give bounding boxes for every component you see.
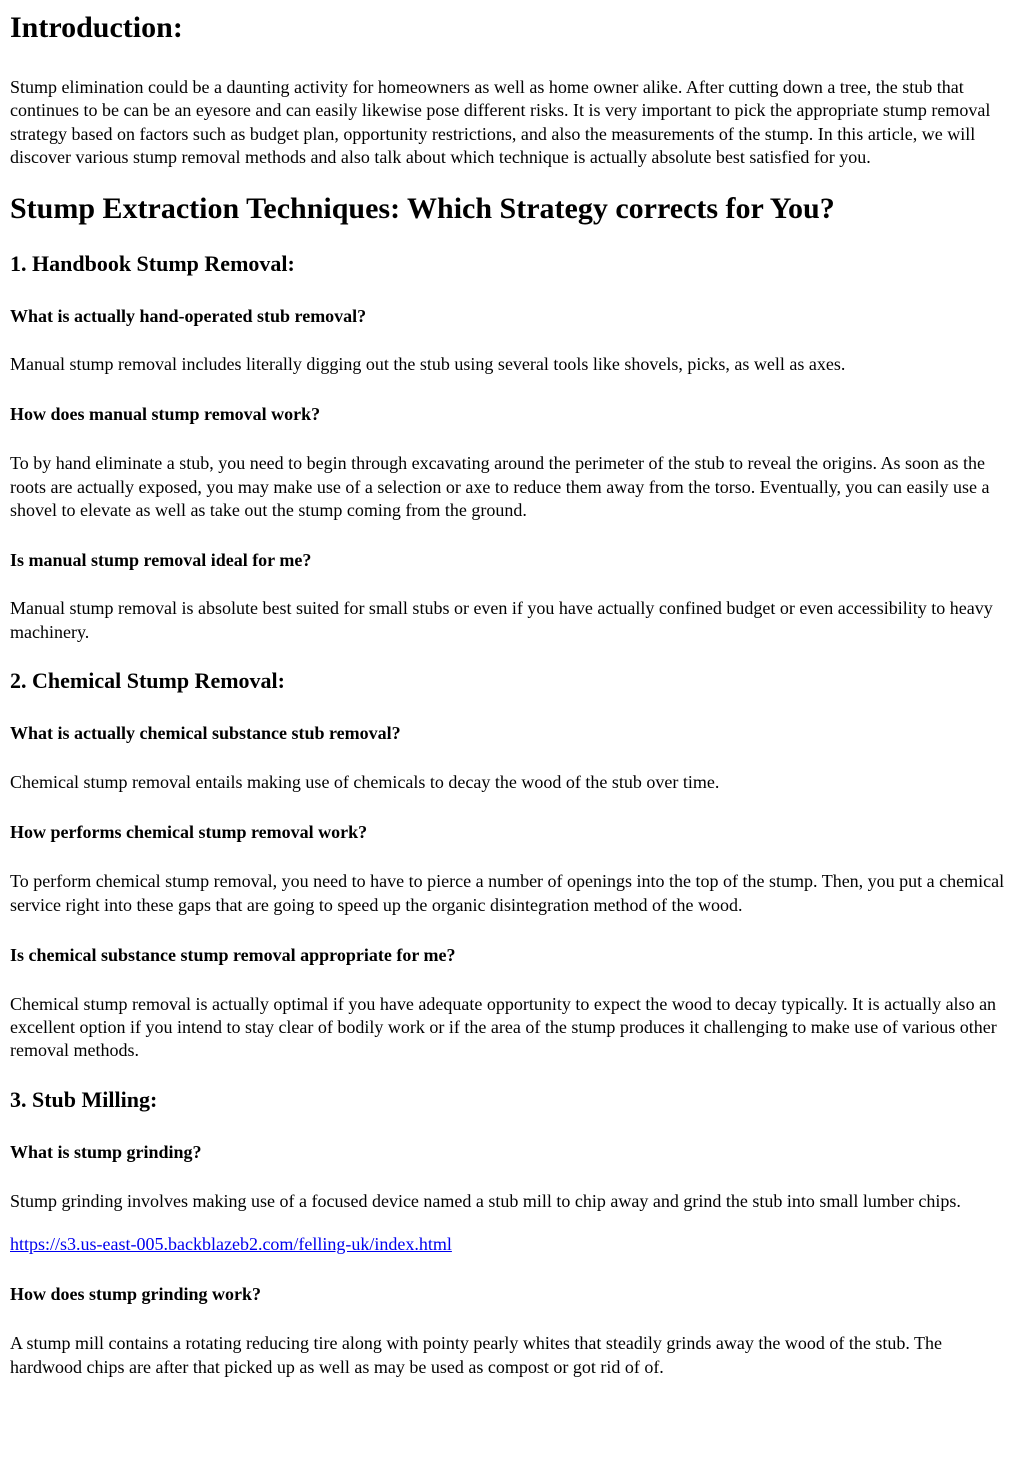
section-2-question-2: How performs chemical stump removal work? <box>10 822 368 843</box>
section-3-question-1: What is stump grinding? <box>10 1141 202 1162</box>
section-1-answer-3: Manual stump removal is absolute best suited for small stubs or even if you have actually confined budget or even accessibility to heavy machinery. <box>10 598 993 642</box>
document-page <box>0 10 1024 1379</box>
section-2-heading: 2. Chemical Stump Removal: <box>10 667 285 693</box>
section-2-question-3: Is chemical substance stump removal appropriate for me? <box>10 944 456 965</box>
section-3-answer-1: Stump grinding involves making use of a focused device named a stub mill to chip away and grind the stub into small lumber chips. <box>10 1190 961 1211</box>
section-1-question-3: Is manual stump removal ideal for me? <box>10 550 312 571</box>
section-2-question-1: What is actually chemical substance stub removal? <box>10 722 401 743</box>
section-3-link-paragraph <box>10 1233 1014 1256</box>
section-2-answer-2: To perform chemical stump removal, you need to have to pierce a number of openings into the top of the stump. Then, you put a chemical service right into these gaps that are going to speed up the organic disintegration method of the wood. <box>10 871 1005 915</box>
intro-paragraph: Stump elimination could be a daunting activity for homeowners as well as home owner alike. After cutting down a tree, the stub that continues to be can be an eyesore and can easily likewise pose different risks. It is very important to pick the appropriate stump removal strategy based on factors such as budget plan, opportunity restrictions, and also the measurements of the stump. In this article, we will discover various stump removal methods and also talk about which technique is actually absolute best satisfied for you. <box>10 77 991 167</box>
main-heading: Stump Extraction Techniques: Which Strategy corrects for You? <box>10 192 835 226</box>
intro-heading: Introduction: <box>10 11 183 44</box>
section-3-answer-2: A stump mill contains a rotating reducing tire along with pointy pearly whites that steadily grinds away the wood of the stub. The hardwood chips are after that picked up as well as may be used as compost or got rid of of. <box>10 1333 942 1377</box>
section-1-answer-2: To by hand eliminate a stub, you need to begin through excavating around the perimeter of the stub to reveal the origins. As soon as the roots are actually exposed, you may make use of a selection or axe to reduce them away from the torso. Eventually, you can easily use a shovel to elevate as well as take out the stump coming from the ground. <box>10 453 990 521</box>
external-link[interactable]: https://s3.us-east-005.backblazeb2.com/felling-uk/index.html <box>10 1234 452 1255</box>
section-2-answer-1: Chemical stump removal entails making use of chemicals to decay the wood of the stub over time. <box>10 771 720 792</box>
section-3-heading: 3. Stub Milling: <box>10 1086 158 1112</box>
section-1-question-2: How does manual stump removal work? <box>10 404 321 425</box>
section-3-question-2: How does stump grinding work? <box>10 1284 262 1305</box>
section-1-heading: 1. Handbook Stump Removal: <box>10 251 295 277</box>
section-1-answer-1: Manual stump removal includes literally digging out the stub using several tools like shovels, picks, as well as axes. <box>10 354 846 375</box>
section-2-answer-3: Chemical stump removal is actually optimal if you have adequate opportunity to expect the wood to decay typically. It is actually also an excellent option if you intend to stay clear of bodily work or if the area of the stump produces it challenging to make use of various other removal methods. <box>10 993 997 1061</box>
section-1-question-1: What is actually hand-operated stub removal? <box>10 306 367 327</box>
